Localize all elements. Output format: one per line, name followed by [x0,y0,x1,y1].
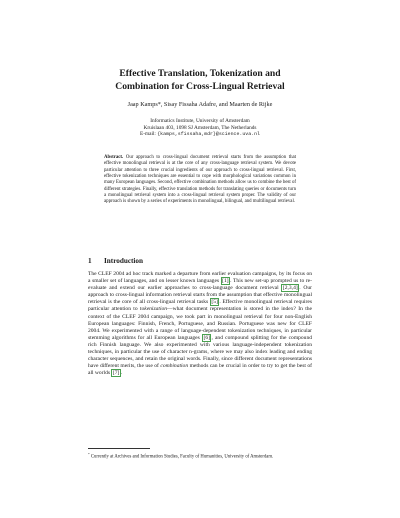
citation-link[interactable]: [1] [222,278,229,285]
abstract-text: Our approach to cross-lingual document retrieval starts from the assumption that effective monolingual retrieval is at the core of any cross-language retrieval system. We devote particular attention to three crucial ingredients of our approach to cross-lingual retrieval. First, effective tokenization techniques are essential to cope with morphological variations common in many European languages. Second, effective combination methods allow us to combine the best of different strategies. Finally, effective translation methods for translating queries or documents turn a monolingual retrieval system into a cross-lingual retrieval system proper. The validity of our approach is shown by a series of experiments in monolingual, bilingual, and multilingual retrieval. [104,155,296,205]
intro-text: . [120,370,123,377]
affiliation [60,118,340,139]
citation-link[interactable]: [2,3,4] [282,285,298,292]
footnote-text: Currently at Archives and Information Studies, Faculty of Humanities, University of Amsterdam. [90,454,274,460]
abstract [104,155,296,206]
intro-text: . Our approach to cross-lingual information retrieval starts from the assumption that effective monolingual retrieval is the core of all cross-lingual retrieval tasks [88,285,313,306]
intro-text: The CLEF 2004 ad hoc track marked a departure from earlier evaluation campaigns, by its focus on a smaller set of languages, and on lesser known languages [88,271,312,285]
citation-link[interactable]: [7] [112,370,120,377]
email-address: {kamps,sfissaha,mdr}@science.uva.nl [157,132,260,138]
author-list: Jaap Kamps*, Sisay Fissaha Adafre, and Maarten de Rijke [127,101,273,108]
footnote [88,451,312,461]
intro-text: , and compound splitting for the compound rich Finnish language. We also experimented with various language-independent tokenization techniques, in particular the use of character n-grams, where we may also index leading and ending character sequences, and retain the original words. Finally, since different document representations have different merits, the use of [88,334,313,370]
introduction-paragraph [88,271,312,377]
citation-link[interactable]: [6] [203,334,210,341]
citation-link[interactable]: [5] [211,299,218,306]
intro-text: . This new set-up prompted us to re-evaluate and extend our earlier approaches to cross-language document retrieval [88,278,312,292]
abstract-heading: Abstract. [104,155,124,160]
emphasis-tokenization: tokenization [139,306,168,313]
section-number: 1 [88,257,92,265]
section-heading [88,257,143,266]
intro-text: —what document representation is stored in the index? In the context of the CLEF 2004 campaign, we took part in monolingual retrieval for four non-English European languages: Finnish, French, Portuguese, and Russian. Portuguese was new for CLEF 2004. We experimented with a range of language-dependent tokenization techniques, in particular stemming algorithms for all European languages [88,306,312,341]
affiliation-line-2: Kruislaan 403, 1098 SJ Amsterdam, The Netherlands [143,124,257,131]
affiliation-line-1: Informatics Institute, University of Amsterdam [150,118,250,124]
paper-title [60,68,340,93]
title-line-2: Combination for Cross-Lingual Retrieval [115,80,285,92]
intro-text: . Effective monolingual retrieval requires particular attention to [88,299,312,313]
emphasis-combination: combination [160,363,189,370]
footnote-rule [88,448,150,449]
intro-text: methods can be crucial in order to try to get the best of all worlds [88,363,313,377]
footnote-mark: * [88,452,90,456]
email-label: E-mail: [140,131,156,138]
section-title: Introduction [104,257,144,265]
title-line-1: Effective Translation, Tokenization and [119,68,281,79]
email-line [60,131,340,139]
